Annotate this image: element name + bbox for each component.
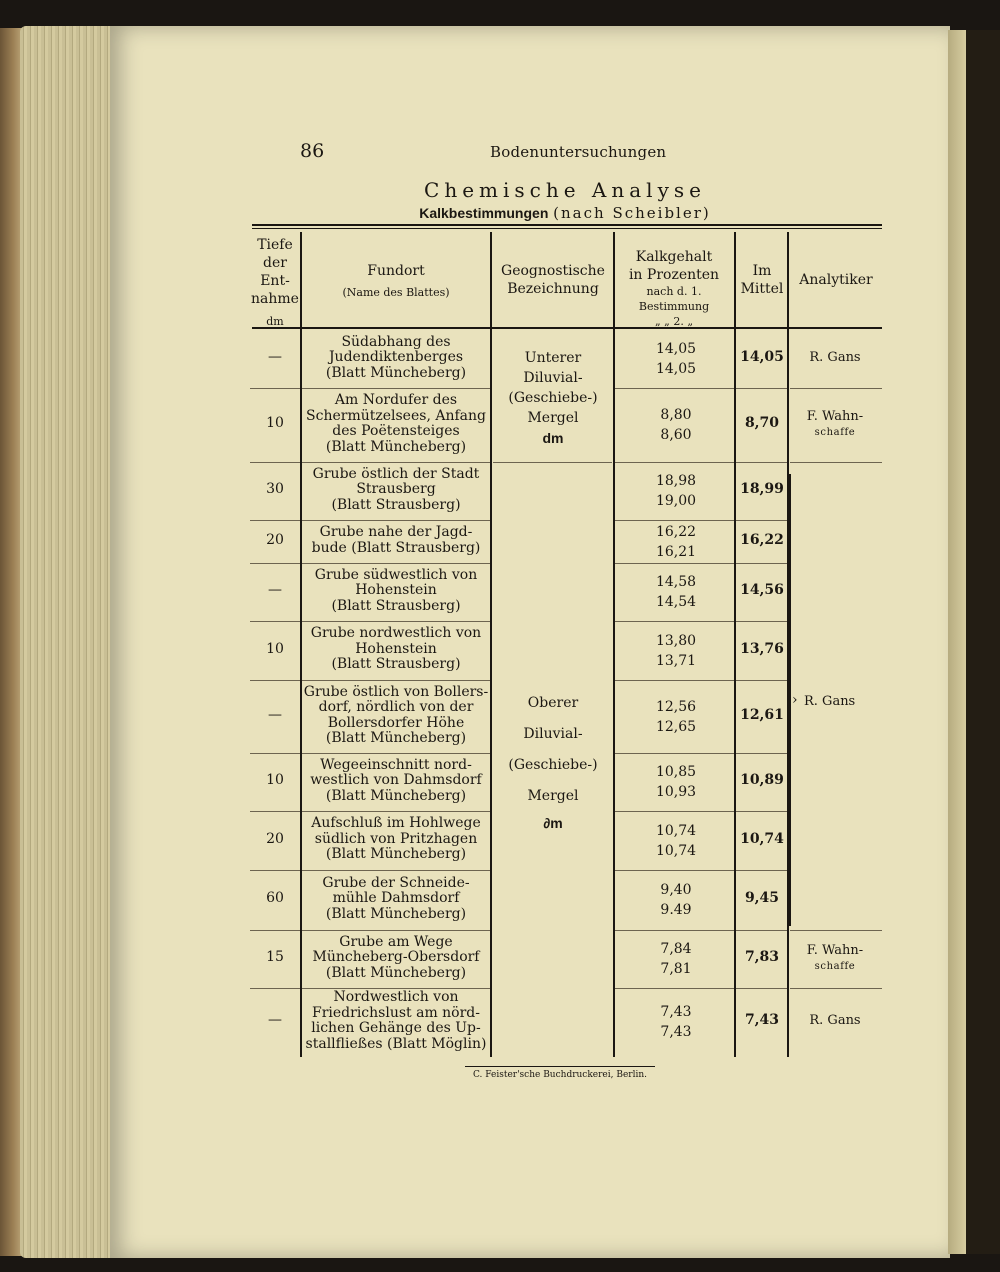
values-cell: [620, 522, 732, 562]
depth-cell: 60: [266, 890, 284, 906]
fundort-line: Judendiktenberges: [328, 349, 464, 366]
fundort-line: lichen Gehänge des Up-: [311, 1020, 481, 1036]
depth-cell: 20: [266, 531, 284, 548]
row-divider: [302, 520, 490, 521]
fundort-line: Schermützelsees, Anfang: [306, 407, 486, 424]
analyst-name: R. Gans: [809, 1013, 861, 1028]
mean-cell: 9,45: [744, 890, 780, 906]
fundort-line: Müncheberg-Obersdorf: [312, 949, 480, 966]
fundort-line: Wegeeinschnitt nord-: [320, 756, 472, 773]
fundort-line: dorf, nördlich von der: [318, 699, 474, 715]
row-divider: [615, 563, 734, 564]
row-divider: [250, 520, 300, 521]
values-cell: [620, 405, 732, 445]
value-second: 9.49: [660, 902, 692, 918]
row-divider: [250, 621, 300, 622]
fundort-cell: [302, 626, 490, 673]
row-divider: [250, 988, 300, 989]
subtitle-bold: Kalkbestimmungen: [419, 205, 549, 221]
fundort-cell: [302, 876, 490, 923]
mean-cell: 7,83: [744, 949, 780, 965]
depth-cell: —: [268, 349, 282, 365]
value-second: 7,43: [660, 1024, 692, 1040]
row-divider: [302, 811, 490, 812]
value-first: 18,98: [655, 473, 697, 489]
row-divider: [250, 563, 300, 564]
row-divider: [615, 988, 734, 989]
values-cell: [620, 697, 732, 737]
fundort-line: Grube nahe der Jagd-: [319, 524, 473, 540]
values-cell: [620, 821, 732, 861]
row-divider: [615, 811, 734, 812]
fundort-cell: [302, 393, 490, 455]
fundort-line: Aufschluß im Hohlwege: [311, 815, 481, 832]
row-divider: [302, 680, 490, 681]
fundort-cell: [302, 990, 490, 1052]
fundort-line: (Blatt Strausberg): [331, 496, 461, 513]
value-first: 14,05: [655, 341, 697, 357]
fundort-line: Grube nordwestlich von: [310, 625, 482, 642]
column-rule: [490, 232, 492, 1057]
fundort-line: Friedrichslust am nörd-: [312, 1004, 480, 1021]
row-divider: [250, 680, 300, 681]
column-rule: [613, 232, 615, 1057]
book-spine: [0, 28, 22, 1256]
fundort-line: Hohenstein: [355, 640, 437, 657]
values-cell: [620, 631, 732, 671]
fundort-cell: [302, 935, 490, 982]
fundort-line: Nordwestlich von: [333, 989, 459, 1005]
table-top-rule-thin: [252, 228, 882, 229]
row-divider: [302, 388, 490, 389]
value-first: 13,80: [655, 632, 697, 649]
depth-cell: 10: [266, 772, 284, 788]
values-cell: [620, 880, 732, 920]
depth-cell: 20: [266, 830, 284, 847]
analyst-name: F. Wahn-: [806, 409, 864, 424]
fundort-line: südlich von Pritzhagen: [314, 830, 478, 847]
fundort-line: (Blatt Müncheberg): [325, 964, 467, 981]
fundort-line: Grube östlich von Bollers-: [303, 683, 489, 700]
brace-analyst-label: R. Gans: [804, 694, 856, 709]
fundort-line: Hohenstein: [355, 582, 437, 599]
row-divider: [615, 462, 734, 463]
fundort-line: (Blatt Strausberg): [331, 597, 461, 614]
row-divider: [615, 388, 734, 389]
row-divider: [736, 462, 787, 463]
mean-cell: 13,76: [740, 640, 784, 657]
brace-analyst: [804, 694, 894, 709]
header-kalk: Kalkgehalt in Prozenten nach d. 1. Bestimmung „ „ 2. „: [628, 249, 720, 328]
analyst-name-cont: schaffe: [814, 960, 856, 972]
value-second: 7,81: [660, 961, 692, 977]
mean-cell: 10,74: [740, 830, 784, 847]
row-divider: [302, 563, 490, 564]
values-cell: [620, 339, 732, 379]
fundort-line: des Poëtensteiges: [332, 423, 460, 439]
fundort-line: Grube der Schneide-: [322, 874, 470, 891]
row-divider: [250, 811, 300, 812]
printer-imprint: C. Feister'sche Buchdruckerei, Berlin.: [472, 1070, 648, 1080]
depth-cell: 15: [266, 949, 284, 965]
mean-cell: 10,89: [740, 772, 784, 788]
header-depth: Tiefe der Ent- nahme dm: [251, 237, 299, 328]
fundort-line: bude (Blatt Strausberg): [311, 539, 481, 556]
fundort-cell: [302, 568, 490, 615]
mean-cell: 12,61: [740, 706, 784, 723]
subtitle-rest: (nach Scheibler): [553, 204, 711, 222]
fundort-cell: [302, 758, 490, 805]
row-divider: [736, 680, 787, 681]
fundort-line: (Blatt Müncheberg): [325, 787, 467, 804]
mean-cell: 14,05: [740, 349, 784, 365]
mean-cell: 8,70: [744, 415, 780, 431]
fundort-line: mühle Dahmsdorf: [332, 890, 460, 907]
page-title: Chemische Analyse: [424, 178, 706, 202]
background: [966, 30, 1000, 1254]
analyst-divider: [790, 462, 882, 463]
value-first: 14,58: [655, 574, 697, 590]
running-head: Bodenuntersuchungen: [490, 143, 667, 161]
fundort-line: Strausberg: [356, 481, 436, 498]
analyst-divider: [790, 388, 882, 389]
row-divider: [302, 930, 490, 931]
row-divider: [736, 621, 787, 622]
value-second: 8,60: [660, 427, 692, 443]
fundort-cell: [302, 467, 490, 514]
values-cell: [620, 762, 732, 802]
value-first: 16,22: [655, 523, 697, 540]
row-divider: [615, 930, 734, 931]
row-divider: [250, 462, 300, 463]
value-second: 13,71: [655, 652, 697, 669]
row-divider: [615, 870, 734, 871]
value-first: 10,85: [655, 764, 697, 780]
row-divider: [736, 988, 787, 989]
fundort-line: (Blatt Müncheberg): [325, 846, 467, 863]
value-second: 14,05: [655, 361, 697, 377]
header-geo: Geognostische Bezeichnung: [501, 263, 605, 297]
analyst-cell: [790, 409, 880, 440]
depth-cell: —: [268, 582, 282, 598]
fundort-line: Grube östlich der Stadt: [312, 465, 480, 482]
value-first: 10,74: [655, 822, 697, 839]
row-divider: [736, 563, 787, 564]
value-first: 7,43: [660, 1004, 692, 1020]
fundort-cell: [302, 525, 490, 556]
analyst-cell: [790, 1013, 880, 1029]
values-cell: [620, 939, 732, 979]
page-edges: [20, 26, 116, 1258]
header-analytiker: Analytiker: [799, 272, 873, 288]
fundort-line: (Blatt Müncheberg): [325, 905, 467, 922]
value-second: 14,54: [655, 594, 697, 610]
mean-cell: 14,56: [740, 582, 784, 598]
values-cell: [620, 471, 732, 511]
geo-divider: [493, 462, 612, 463]
row-divider: [736, 811, 787, 812]
depth-cell: —: [268, 706, 282, 723]
analyst-divider: [790, 930, 882, 931]
value-first: 8,80: [660, 407, 692, 423]
footer-rule: [465, 1066, 655, 1067]
analyst-name: R. Gans: [809, 350, 861, 365]
right-page-edge: [948, 30, 966, 1254]
fundort-line: stallfließes (Blatt Möglin): [305, 1035, 487, 1052]
depth-cell: 10: [266, 640, 284, 657]
row-divider: [250, 870, 300, 871]
geo-group-oberer: Oberer Diluvial- (Geschiebe-) Mergel ∂m: [508, 695, 598, 831]
depth-cell: 30: [266, 481, 284, 497]
fundort-line: (Blatt Strausberg): [331, 656, 461, 673]
row-divider: [250, 753, 300, 754]
header-fundort: Fundort (Name des Blattes): [342, 263, 450, 299]
geo-group-unterer: Unterer Diluvial- (Geschiebe-) Mergel dm: [508, 350, 598, 446]
analyst-cell: [790, 943, 880, 974]
fundort-line: westlich von Dahmsdorf: [310, 772, 482, 789]
page-subtitle: [250, 204, 880, 222]
row-divider: [250, 388, 300, 389]
table-top-rule: [252, 224, 882, 226]
row-divider: [615, 753, 734, 754]
row-divider: [302, 462, 490, 463]
row-divider: [615, 680, 734, 681]
row-divider: [736, 520, 787, 521]
analyst-divider: [790, 988, 882, 989]
analyst-name-cont: schaffe: [814, 426, 856, 438]
fundort-cell: [302, 685, 490, 747]
fundort-cell: [302, 816, 490, 863]
mean-cell: 7,43: [744, 1012, 780, 1028]
header-mittel: Im Mittel: [740, 263, 784, 297]
row-divider: [736, 388, 787, 389]
value-first: 12,56: [655, 698, 697, 715]
depth-cell: —: [268, 1012, 282, 1028]
row-divider: [302, 621, 490, 622]
fundort-line: Bollersdorfer Höhe: [327, 714, 465, 731]
value-second: 19,00: [655, 493, 697, 509]
fundort-line: (Blatt Müncheberg): [325, 438, 467, 455]
row-divider: [302, 753, 490, 754]
value-second: 16,21: [655, 543, 697, 560]
values-cell: [620, 1002, 732, 1042]
fundort-cell: [302, 335, 490, 382]
fundort-line: Am Nordufer des: [334, 392, 458, 408]
values-cell: [620, 572, 732, 612]
row-divider: [736, 930, 787, 931]
fundort-line: Grube südwestlich von: [314, 566, 478, 583]
brace-point: ›: [792, 692, 798, 708]
value-second: 10,93: [655, 784, 697, 800]
mean-cell: 16,22: [740, 531, 784, 548]
depth-cell: 10: [266, 415, 284, 431]
row-divider: [736, 870, 787, 871]
row-divider: [615, 621, 734, 622]
page-number: 86: [300, 140, 325, 162]
fundort-line: (Blatt Müncheberg): [325, 364, 467, 381]
fundort-line: (Blatt Müncheberg): [325, 730, 467, 746]
mean-cell: 18,99: [740, 481, 784, 497]
value-first: 7,84: [660, 941, 692, 957]
fundort-line: Grube am Wege: [339, 933, 453, 950]
value-second: 10,74: [655, 842, 697, 859]
value-first: 9,40: [660, 882, 692, 898]
row-divider: [250, 930, 300, 931]
fundort-line: Südabhang des: [341, 333, 451, 350]
row-divider: [302, 870, 490, 871]
analyst-cell: [790, 350, 880, 366]
row-divider: [736, 753, 787, 754]
analyst-name: F. Wahn-: [806, 943, 864, 958]
value-second: 12,65: [655, 718, 697, 735]
column-rule: [734, 232, 736, 1057]
